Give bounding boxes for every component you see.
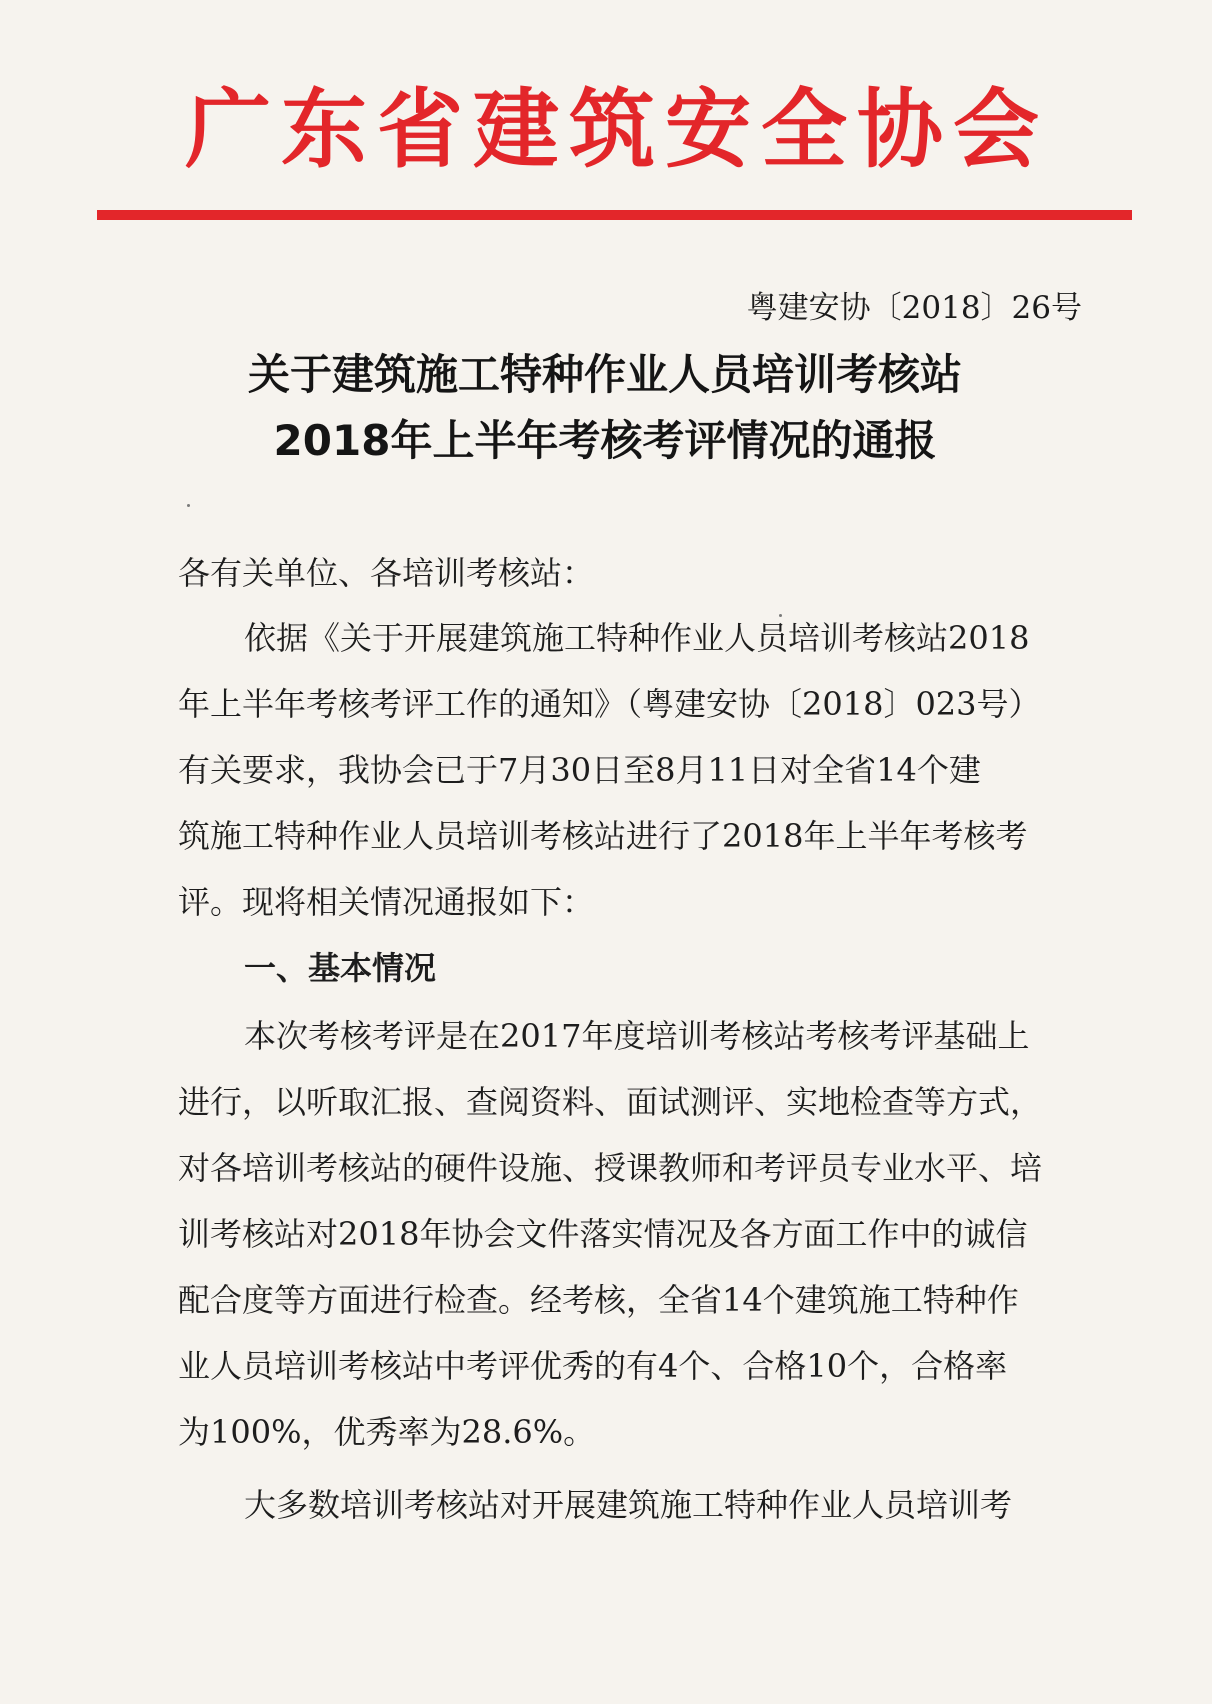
paragraph-2-line: 训考核站对2018年协会文件落实情况及各方面工作中的诚信	[178, 1215, 1028, 1253]
paper-speck	[187, 504, 190, 507]
paragraph-3-line: 大多数培训考核站对开展建筑施工特种作业人员培训考	[244, 1486, 1013, 1524]
salutation: 各有关单位、各培训考核站：	[178, 554, 595, 592]
letterhead-red-rule	[97, 210, 1132, 220]
paragraph-1-line: 评。现将相关情况通报如下：	[178, 883, 595, 921]
document-title-line-1: 关于建筑施工特种作业人员培训考核站	[247, 350, 962, 399]
paragraph-1-line: 年上半年考核考评工作的通知》（粤建安协〔2018〕023号）	[178, 685, 1041, 723]
paragraph-2-line: 本次考核考评是在2017年度培训考核站考核考评基础上	[244, 1017, 1030, 1055]
paragraph-1-line: 筑施工特种作业人员培训考核站进行了2018年上半年考核考	[178, 817, 1028, 855]
organization-letterhead: 广东省建筑安全协会	[185, 79, 1049, 180]
paragraph-1-line: 依据《关于开展建筑施工特种作业人员培训考核站2018	[244, 619, 1030, 657]
document-number: 粤建安协〔2018〕26号	[746, 290, 1082, 326]
section-heading-1: 一、基本情况	[244, 949, 437, 987]
paragraph-2-line: 配合度等方面进行检查。经考核，全省14个建筑施工特种作	[178, 1281, 1019, 1319]
paragraph-2-line: 进行，以听取汇报、查阅资料、面试测评、实地检查等方式，	[178, 1083, 1043, 1121]
document-title-line-2: 2018年上半年考核考评情况的通报	[273, 416, 937, 465]
paragraph-2-line: 业人员培训考核站中考评优秀的有4个、合格10个，合格率	[178, 1347, 1008, 1385]
paragraph-1-line: 有关要求，我协会已于7月30日至8月11日对全省14个建	[178, 751, 981, 789]
paragraph-2-line: 为100%，优秀率为28.6%。	[178, 1413, 596, 1451]
paragraph-2-line: 对各培训考核站的硬件设施、授课教师和考评员专业水平、培	[178, 1149, 1043, 1187]
